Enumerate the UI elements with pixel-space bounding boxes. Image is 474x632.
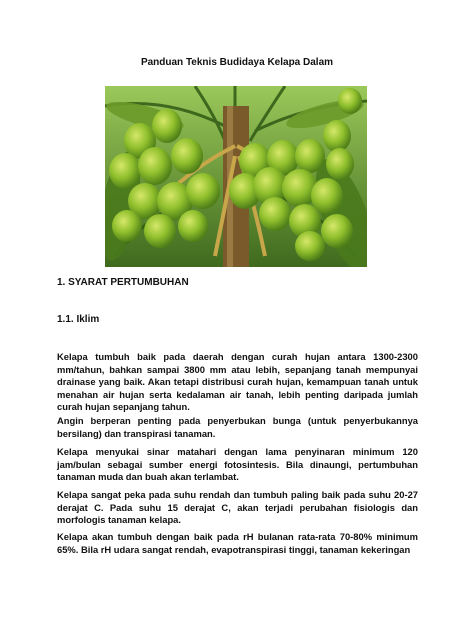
paragraph: Kelapa akan tumbuh dengan baik pada rH bulanan rata-rata 70-80% minimum 65%. Bila rH udara sangat rendah, evapotranspirasi tinggi, tanaman kekeringan	[57, 531, 418, 555]
paragraph: Kelapa sangat peka pada suhu rendah dan tumbuh paling baik pada suhu 20-27 derajat C. Pada suhu 15 derajat C, akan terjadi perubahan fisiologis dan morfologis tanaman kelapa.	[57, 489, 418, 526]
paragraph: Angin berperan penting pada penyerbukan bunga (untuk penyerbukannya bersilang) dan transpirasi tanaman.	[57, 415, 418, 439]
subsection-heading: 1.1. Iklim	[57, 314, 100, 325]
section-heading: 1. SYARAT PERTUMBUHAN	[57, 277, 189, 288]
paragraph: Kelapa tumbuh baik pada daerah dengan curah hujan antara 1300-2300 mm/tahun, bahkan sampai 3800 mm atau lebih, sepanjang tanah mempunyai drainase yang baik. Akan tetapi distribusi curah hujan, kemampuan tanah untuk menahan air hujan serta kedalaman air tanah, lebih penting daripada jumlah curah hujan sepanjang tahun.	[57, 351, 418, 413]
coconut-cluster-photo	[105, 86, 367, 267]
document-title: Panduan Teknis Budidaya Kelapa Dalam	[140, 57, 334, 68]
paragraph: Kelapa menyukai sinar matahari dengan lama penyinaran minimum 120 jam/bulan sebagai sumber energi fotosintesis. Bila dinaungi, pertumbuhan tanaman muda dan buah akan terlambat.	[57, 446, 418, 483]
